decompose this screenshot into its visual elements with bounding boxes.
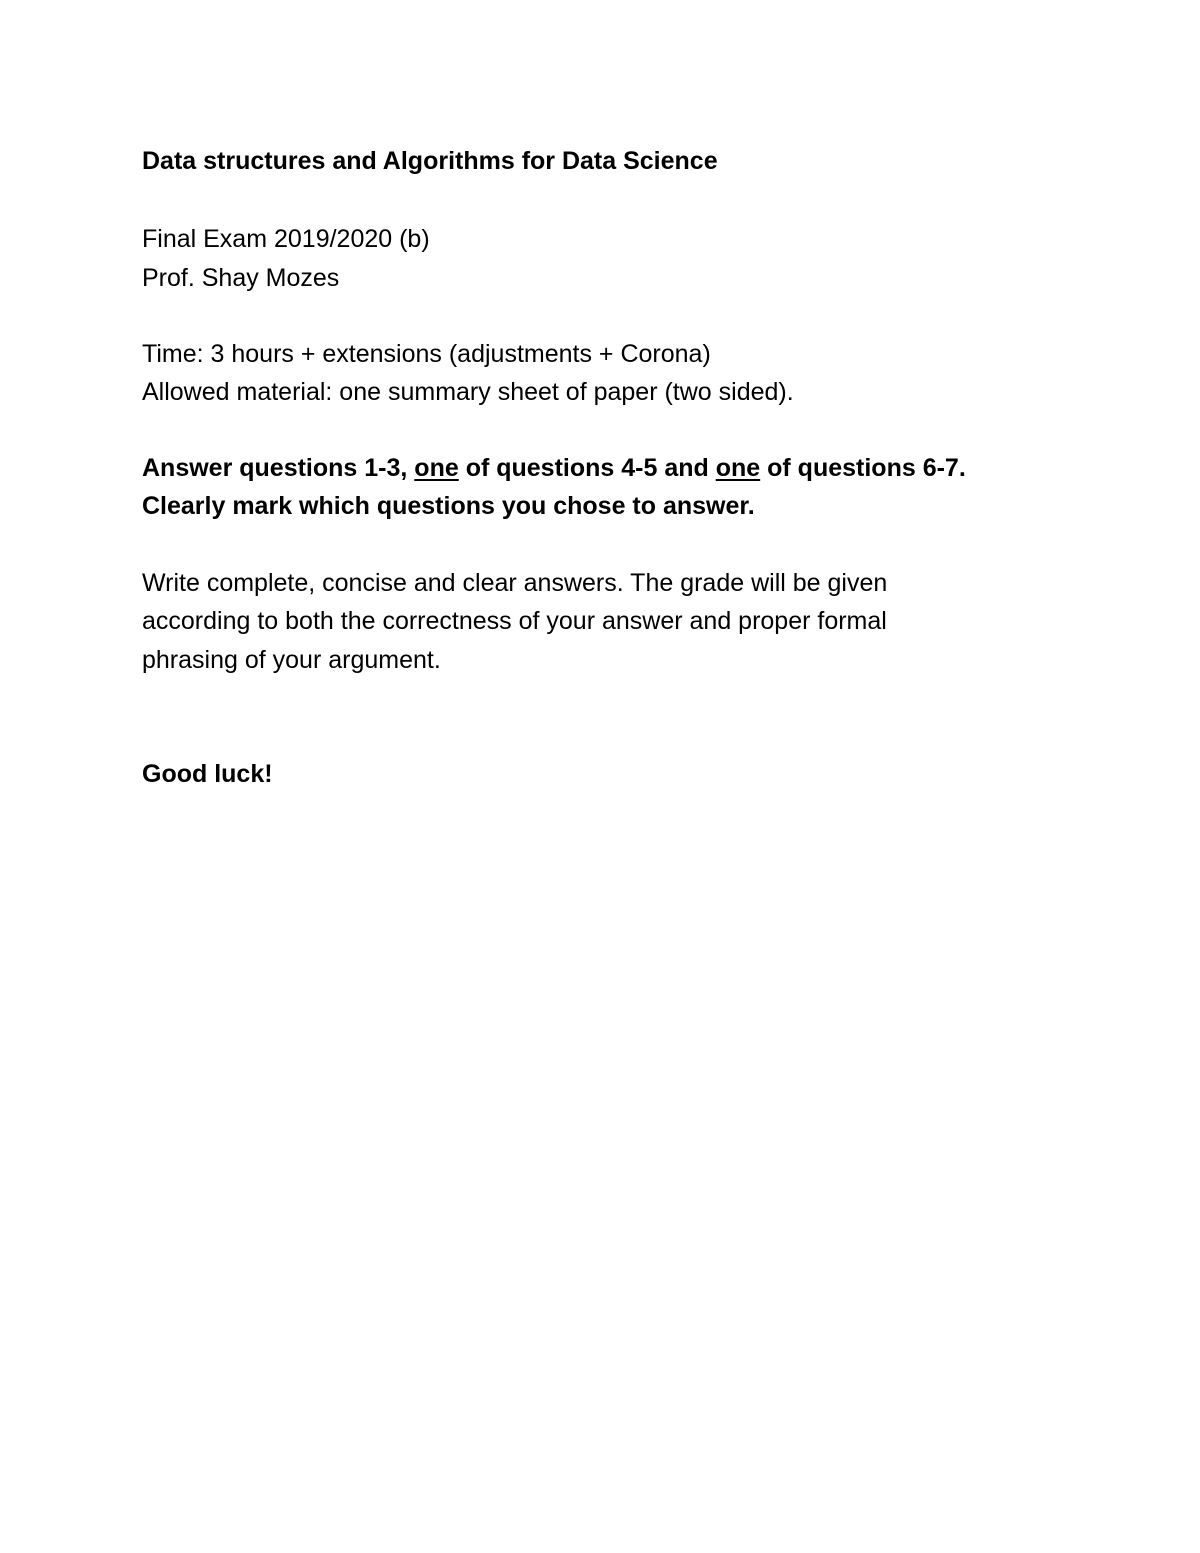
closing-line: Good luck! xyxy=(142,760,273,788)
instructions-text: of questions 4-5 and xyxy=(458,454,716,482)
guidance-line-2: according to both the correctness of your answer and proper formal xyxy=(142,607,887,635)
instructions-emphasis: one xyxy=(414,454,459,482)
professor-line: Prof. Shay Mozes xyxy=(142,264,340,292)
instructions-text: of questions 6-7. xyxy=(760,454,966,482)
course-title: Data structures and Algorithms for Data Science xyxy=(142,147,718,175)
instructions-line-2: Clearly mark which questions you chose to answer. xyxy=(142,492,755,520)
allowed-material-line: Allowed material: one summary sheet of paper (two sided). xyxy=(142,378,794,406)
guidance-line-1: Write complete, concise and clear answers. The grade will be given xyxy=(142,569,888,597)
instructions-line-1 xyxy=(142,453,966,483)
exam-line: Final Exam 2019/2020 (b) xyxy=(142,225,430,253)
guidance-line-3: phrasing of your argument. xyxy=(142,646,441,674)
instructions-text: Answer questions 1-3, xyxy=(142,454,415,482)
time-line: Time: 3 hours + extensions (adjustments + Corona) xyxy=(142,340,711,368)
instructions-emphasis: one xyxy=(715,454,761,482)
